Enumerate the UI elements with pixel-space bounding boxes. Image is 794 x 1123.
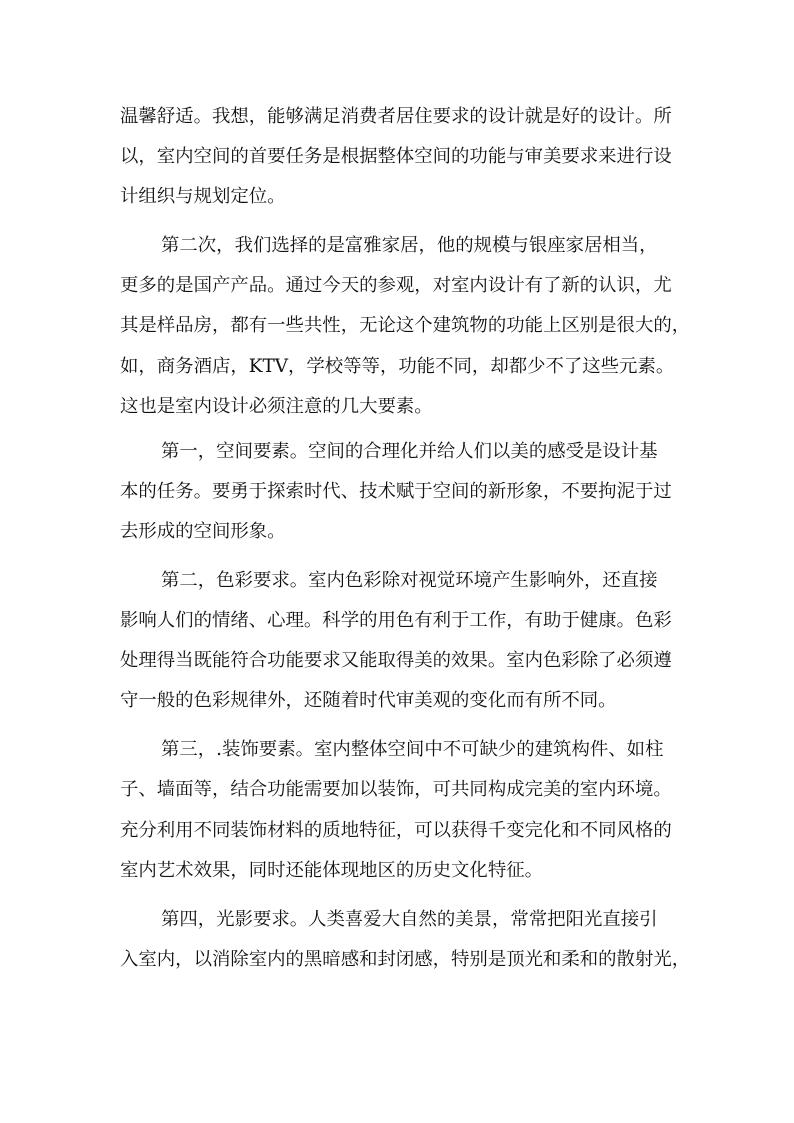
paragraph-first-line: 第二，色彩要求。室内色彩除对视觉环境产生影响外，还直接	[161, 570, 658, 591]
text-line: 这也是室内设计必须注意的几大要素。	[120, 396, 433, 417]
paragraph-first-line: 第一，空间要素。空间的合理化并给人们以美的感受是设计基	[161, 441, 658, 462]
paragraph-first-line: 第四，光影要求。人类喜爱大自然的美景，常常把阳光直接引	[161, 909, 658, 930]
text-line: 入室内，以消除室内的黑暗感和封闭感，特别是顶光和柔和的散射光，	[120, 949, 691, 970]
paragraph-first-line: 第二次，我们选择的是富雅家居，他的规模与银座家居相当，	[161, 235, 658, 256]
text-line: 温馨舒适。我想，能够满足消费者居住要求的设计就是好的设计。所	[120, 106, 672, 127]
text-line: 本的任务。要勇于探索时代、技术赋于空间的新形象，不要拘泥于过	[120, 481, 672, 502]
text-line: 计组织与规划定位。	[120, 186, 286, 207]
text-line: 如，商务酒店，KTV，学校等等，功能不同，却都少不了这些元素。	[120, 356, 675, 377]
text-line: 其是样品房，都有一些共性，无论这个建筑物的功能上区别是很大的，	[120, 315, 691, 336]
text-line: 去形成的空间形象。	[120, 521, 286, 542]
text-line: 影响人们的情绪、心理。科学的用色有利于工作，有助于健康。色彩	[120, 610, 672, 631]
paragraph-first-line: 第三，.装饰要素。室内整体空间中不可缺少的建筑构件、如柱	[161, 739, 664, 760]
text-line: 室内艺术效果，同时还能体现地区的历史文化特征。	[120, 860, 543, 881]
text-line: 更多的是国产产品。通过今天的参观，对室内设计有了新的认识，尤	[120, 275, 672, 296]
text-line: 充分利用不同装饰材料的质地特征，可以获得千变完化和不同风格的	[120, 820, 672, 841]
text-line: 处理得当既能符合功能要求又能取得美的效果。室内色彩除了必须遵	[120, 650, 672, 671]
text-line: 子、墙面等，结合功能需要加以装饰，可共同构成完美的室内环境。	[120, 779, 672, 800]
text-line: 以，室内空间的首要任务是根据整体空间的功能与审美要求来进行设	[120, 146, 672, 167]
text-line: 守一般的色彩规律外，还随着时代审美观的变化而有所不同。	[120, 690, 617, 711]
